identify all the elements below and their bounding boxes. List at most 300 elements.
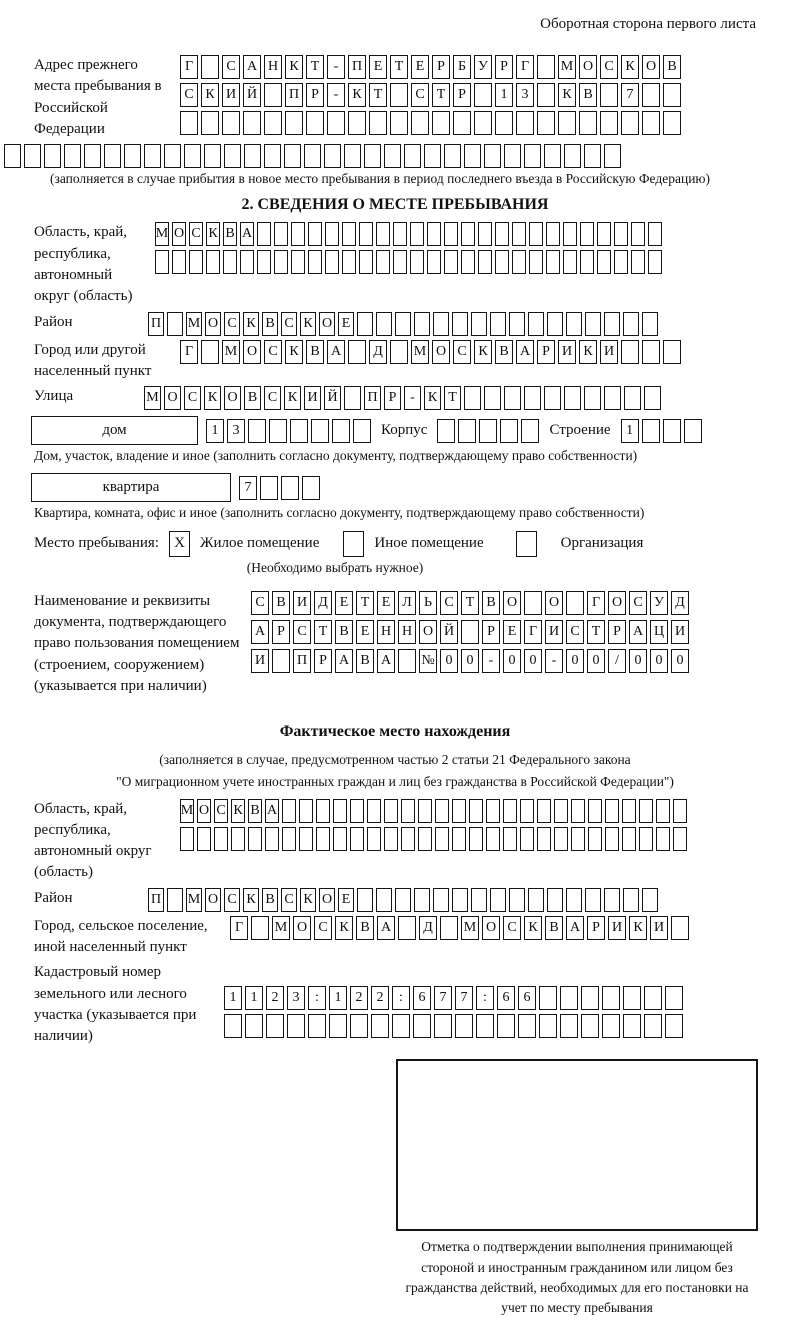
char-box[interactable] (393, 222, 407, 246)
char-box[interactable] (390, 111, 408, 135)
char-box[interactable] (452, 888, 468, 912)
char-box[interactable] (474, 111, 492, 135)
char-box[interactable] (274, 250, 288, 274)
char-box[interactable]: К (204, 386, 221, 410)
char-box[interactable] (350, 799, 364, 823)
char-box[interactable]: К (206, 222, 220, 246)
char-box[interactable] (656, 827, 670, 851)
char-box[interactable] (172, 250, 186, 274)
char-box[interactable]: О (197, 799, 211, 823)
char-box[interactable] (290, 419, 308, 443)
char-box[interactable] (404, 144, 421, 168)
char-box[interactable] (639, 827, 653, 851)
char-box[interactable] (251, 916, 269, 940)
char-box[interactable]: 7 (434, 986, 452, 1010)
char-box[interactable] (369, 111, 387, 135)
char-box[interactable]: С (453, 340, 471, 364)
char-box[interactable] (623, 312, 639, 336)
char-box[interactable] (325, 222, 339, 246)
char-box[interactable] (311, 419, 329, 443)
char-box[interactable] (478, 222, 492, 246)
char-box[interactable]: М (461, 916, 479, 940)
char-box[interactable] (639, 799, 653, 823)
char-box[interactable]: П (148, 888, 164, 912)
char-box[interactable] (427, 222, 441, 246)
inoe-checkbox[interactable] (343, 531, 364, 557)
char-box[interactable]: А (327, 340, 345, 364)
char-box[interactable] (585, 888, 601, 912)
char-box[interactable]: П (348, 55, 366, 79)
char-box[interactable] (327, 111, 345, 135)
char-box[interactable] (497, 1014, 515, 1038)
char-box[interactable] (671, 916, 689, 940)
char-box[interactable] (581, 986, 599, 1010)
char-box[interactable]: Ь (419, 591, 437, 615)
char-box[interactable] (521, 419, 539, 443)
char-box[interactable]: С (189, 222, 203, 246)
char-box[interactable]: № (419, 649, 437, 673)
char-box[interactable]: А (265, 799, 279, 823)
char-box[interactable] (155, 250, 169, 274)
char-box[interactable] (566, 888, 582, 912)
char-box[interactable] (393, 250, 407, 274)
char-box[interactable] (240, 250, 254, 274)
char-box[interactable]: Л (398, 591, 416, 615)
char-box[interactable]: Д (369, 340, 387, 364)
char-box[interactable]: Р (587, 916, 605, 940)
char-box[interactable] (566, 591, 584, 615)
char-box[interactable] (579, 111, 597, 135)
char-box[interactable] (308, 222, 322, 246)
char-box[interactable] (353, 419, 371, 443)
char-box[interactable] (529, 222, 543, 246)
char-box[interactable]: Н (264, 55, 282, 79)
char-box[interactable]: 0 (440, 649, 458, 673)
char-box[interactable] (418, 827, 432, 851)
char-box[interactable] (333, 799, 347, 823)
char-box[interactable] (539, 1014, 557, 1038)
char-box[interactable]: 6 (413, 986, 431, 1010)
char-box[interactable] (528, 888, 544, 912)
char-box[interactable] (357, 312, 373, 336)
char-box[interactable] (604, 144, 621, 168)
char-box[interactable]: 2 (371, 986, 389, 1010)
char-box[interactable] (584, 386, 601, 410)
char-box[interactable] (287, 1014, 305, 1038)
char-box[interactable]: Р (432, 55, 450, 79)
char-box[interactable] (453, 111, 471, 135)
char-box[interactable] (484, 144, 501, 168)
char-box[interactable] (260, 476, 278, 500)
char-box[interactable] (452, 799, 466, 823)
char-box[interactable] (433, 888, 449, 912)
char-box[interactable] (642, 83, 660, 107)
char-box[interactable] (84, 144, 101, 168)
char-box[interactable] (564, 386, 581, 410)
char-box[interactable]: А (377, 916, 395, 940)
char-box[interactable] (614, 250, 628, 274)
char-box[interactable] (390, 340, 408, 364)
char-box[interactable]: П (285, 83, 303, 107)
char-box[interactable] (471, 312, 487, 336)
char-box[interactable]: 0 (503, 649, 521, 673)
char-box[interactable]: К (335, 916, 353, 940)
char-box[interactable] (332, 419, 350, 443)
char-box[interactable] (663, 340, 681, 364)
char-box[interactable] (433, 312, 449, 336)
char-box[interactable]: А (335, 649, 353, 673)
organizatsiya-checkbox[interactable] (516, 531, 537, 557)
char-box[interactable] (490, 312, 506, 336)
char-box[interactable] (264, 83, 282, 107)
char-box[interactable] (395, 312, 411, 336)
char-box[interactable]: С (411, 83, 429, 107)
char-box[interactable]: Р (537, 340, 555, 364)
char-box[interactable] (437, 419, 455, 443)
char-box[interactable]: К (300, 312, 316, 336)
char-box[interactable]: Р (453, 83, 471, 107)
char-box[interactable]: Т (314, 620, 332, 644)
char-box[interactable] (524, 591, 542, 615)
char-box[interactable] (584, 144, 601, 168)
char-box[interactable] (414, 888, 430, 912)
char-box[interactable]: К (201, 83, 219, 107)
char-box[interactable] (537, 799, 551, 823)
char-box[interactable] (376, 222, 390, 246)
char-box[interactable] (478, 250, 492, 274)
char-box[interactable] (544, 144, 561, 168)
char-box[interactable]: Б (453, 55, 471, 79)
char-box[interactable]: Й (440, 620, 458, 644)
char-box[interactable]: 0 (629, 649, 647, 673)
char-box[interactable]: Д (314, 591, 332, 615)
char-box[interactable] (197, 827, 211, 851)
char-box[interactable]: - (482, 649, 500, 673)
char-box[interactable]: И (293, 591, 311, 615)
char-box[interactable] (222, 111, 240, 135)
char-box[interactable]: В (356, 649, 374, 673)
char-box[interactable]: - (404, 386, 421, 410)
char-box[interactable]: Н (377, 620, 395, 644)
char-box[interactable] (269, 419, 287, 443)
char-box[interactable]: К (231, 799, 245, 823)
char-box[interactable]: Т (390, 55, 408, 79)
char-box[interactable] (665, 986, 683, 1010)
char-box[interactable] (644, 986, 662, 1010)
char-box[interactable] (605, 827, 619, 851)
char-box[interactable] (167, 888, 183, 912)
char-box[interactable] (184, 144, 201, 168)
char-box[interactable]: С (224, 312, 240, 336)
dom-type-box[interactable] (31, 416, 198, 445)
char-box[interactable]: О (503, 591, 521, 615)
char-box[interactable] (486, 827, 500, 851)
char-box[interactable]: О (642, 55, 660, 79)
char-box[interactable]: Р (272, 620, 290, 644)
char-box[interactable] (469, 827, 483, 851)
char-box[interactable] (434, 1014, 452, 1038)
char-box[interactable] (224, 1014, 242, 1038)
char-box[interactable] (435, 799, 449, 823)
char-box[interactable]: К (474, 340, 492, 364)
char-box[interactable] (504, 144, 521, 168)
char-box[interactable]: В (495, 340, 513, 364)
char-box[interactable]: К (285, 55, 303, 79)
char-box[interactable]: Т (306, 55, 324, 79)
char-box[interactable]: К (621, 55, 639, 79)
char-box[interactable] (414, 312, 430, 336)
char-box[interactable]: А (566, 916, 584, 940)
char-box[interactable] (495, 250, 509, 274)
char-box[interactable] (350, 1014, 368, 1038)
char-box[interactable]: В (335, 620, 353, 644)
char-box[interactable] (512, 250, 526, 274)
char-box[interactable]: С (600, 55, 618, 79)
char-box[interactable] (571, 827, 585, 851)
char-box[interactable] (264, 144, 281, 168)
char-box[interactable]: Г (180, 55, 198, 79)
char-box[interactable]: С (222, 55, 240, 79)
char-box[interactable] (602, 986, 620, 1010)
char-box[interactable] (500, 419, 518, 443)
char-box[interactable] (512, 222, 526, 246)
char-box[interactable] (304, 144, 321, 168)
char-box[interactable]: П (364, 386, 381, 410)
char-box[interactable]: У (474, 55, 492, 79)
char-box[interactable]: М (144, 386, 161, 410)
char-box[interactable] (621, 111, 639, 135)
char-box[interactable]: М (411, 340, 429, 364)
char-box[interactable] (524, 144, 541, 168)
char-box[interactable]: 0 (671, 649, 689, 673)
char-box[interactable]: 1 (224, 986, 242, 1010)
char-box[interactable]: Й (243, 83, 261, 107)
char-box[interactable] (564, 144, 581, 168)
char-box[interactable]: П (148, 312, 164, 336)
char-box[interactable] (503, 799, 517, 823)
char-box[interactable] (452, 827, 466, 851)
char-box[interactable] (64, 144, 81, 168)
char-box[interactable]: - (327, 55, 345, 79)
char-box[interactable]: Р (314, 649, 332, 673)
char-box[interactable] (537, 83, 555, 107)
char-box[interactable] (665, 1014, 683, 1038)
char-box[interactable]: С (503, 916, 521, 940)
char-box[interactable]: Ц (650, 620, 668, 644)
char-box[interactable] (384, 144, 401, 168)
char-box[interactable] (257, 222, 271, 246)
char-box[interactable] (264, 111, 282, 135)
char-box[interactable] (469, 799, 483, 823)
char-box[interactable]: Р (495, 55, 513, 79)
char-box[interactable] (588, 799, 602, 823)
char-box[interactable] (274, 222, 288, 246)
char-box[interactable]: С (293, 620, 311, 644)
char-box[interactable]: К (285, 340, 303, 364)
char-box[interactable] (164, 144, 181, 168)
char-box[interactable] (180, 827, 194, 851)
char-box[interactable] (621, 340, 639, 364)
char-box[interactable] (495, 222, 509, 246)
char-box[interactable] (367, 827, 381, 851)
char-box[interactable] (673, 799, 687, 823)
char-box[interactable]: Е (335, 591, 353, 615)
char-box[interactable]: В (482, 591, 500, 615)
char-box[interactable]: О (205, 888, 221, 912)
char-box[interactable]: Н (398, 620, 416, 644)
char-box[interactable] (684, 419, 702, 443)
char-box[interactable]: М (272, 916, 290, 940)
char-box[interactable]: С (440, 591, 458, 615)
char-box[interactable] (206, 250, 220, 274)
char-box[interactable] (299, 827, 313, 851)
char-box[interactable] (308, 1014, 326, 1038)
char-box[interactable] (604, 312, 620, 336)
char-box[interactable]: 1 (621, 419, 639, 443)
char-box[interactable]: В (272, 591, 290, 615)
char-box[interactable]: А (251, 620, 269, 644)
char-box[interactable]: О (164, 386, 181, 410)
char-box[interactable]: Г (180, 340, 198, 364)
char-box[interactable] (648, 250, 662, 274)
char-box[interactable] (614, 222, 628, 246)
char-box[interactable] (444, 250, 458, 274)
char-box[interactable] (623, 888, 639, 912)
char-box[interactable] (24, 144, 41, 168)
char-box[interactable] (560, 986, 578, 1010)
char-box[interactable] (104, 144, 121, 168)
char-box[interactable] (464, 386, 481, 410)
char-box[interactable]: О (224, 386, 241, 410)
char-box[interactable] (554, 799, 568, 823)
char-box[interactable] (418, 799, 432, 823)
char-box[interactable] (581, 1014, 599, 1038)
char-box[interactable] (201, 340, 219, 364)
char-box[interactable] (384, 827, 398, 851)
char-box[interactable]: М (222, 340, 240, 364)
char-box[interactable] (180, 111, 198, 135)
char-box[interactable] (597, 222, 611, 246)
char-box[interactable] (631, 250, 645, 274)
char-box[interactable]: О (319, 888, 335, 912)
char-box[interactable] (547, 888, 563, 912)
char-box[interactable]: И (650, 916, 668, 940)
char-box[interactable]: О (432, 340, 450, 364)
char-box[interactable]: С (251, 591, 269, 615)
char-box[interactable] (435, 827, 449, 851)
char-box[interactable] (285, 111, 303, 135)
char-box[interactable] (509, 312, 525, 336)
char-box[interactable] (440, 916, 458, 940)
char-box[interactable]: К (424, 386, 441, 410)
char-box[interactable] (623, 986, 641, 1010)
char-box[interactable]: В (223, 222, 237, 246)
char-box[interactable] (316, 827, 330, 851)
char-box[interactable]: 2 (266, 986, 284, 1010)
char-box[interactable]: И (251, 649, 269, 673)
char-box[interactable] (291, 250, 305, 274)
char-box[interactable]: К (243, 312, 259, 336)
char-box[interactable] (424, 144, 441, 168)
char-box[interactable]: В (356, 916, 374, 940)
char-box[interactable]: 3 (227, 419, 245, 443)
char-box[interactable] (642, 312, 658, 336)
char-box[interactable]: О (205, 312, 221, 336)
char-box[interactable]: О (319, 312, 335, 336)
char-box[interactable] (350, 827, 364, 851)
char-box[interactable] (395, 888, 411, 912)
char-box[interactable]: Е (503, 620, 521, 644)
char-box[interactable] (167, 312, 183, 336)
char-box[interactable]: 3 (516, 83, 534, 107)
char-box[interactable] (364, 144, 381, 168)
char-box[interactable]: О (419, 620, 437, 644)
char-box[interactable]: С (264, 340, 282, 364)
char-box[interactable]: В (306, 340, 324, 364)
char-box[interactable] (602, 1014, 620, 1038)
char-box[interactable] (376, 888, 392, 912)
char-box[interactable] (284, 144, 301, 168)
char-box[interactable]: Т (461, 591, 479, 615)
stamp-area[interactable] (396, 1059, 758, 1231)
char-box[interactable] (224, 144, 241, 168)
char-box[interactable] (398, 916, 416, 940)
char-box[interactable]: В (248, 799, 262, 823)
char-box[interactable]: Т (432, 83, 450, 107)
char-box[interactable]: 0 (566, 649, 584, 673)
char-box[interactable]: У (650, 591, 668, 615)
char-box[interactable] (401, 827, 415, 851)
char-box[interactable]: Г (516, 55, 534, 79)
char-box[interactable] (223, 250, 237, 274)
char-box[interactable]: О (172, 222, 186, 246)
char-box[interactable] (544, 386, 561, 410)
char-box[interactable]: 7 (621, 83, 639, 107)
char-box[interactable] (547, 312, 563, 336)
char-box[interactable] (455, 1014, 473, 1038)
char-box[interactable]: В (244, 386, 261, 410)
char-box[interactable]: 0 (587, 649, 605, 673)
char-box[interactable] (299, 799, 313, 823)
char-box[interactable] (189, 250, 203, 274)
char-box[interactable]: 1 (206, 419, 224, 443)
char-box[interactable] (427, 250, 441, 274)
char-box[interactable] (604, 386, 621, 410)
char-box[interactable] (244, 144, 261, 168)
char-box[interactable] (484, 386, 501, 410)
char-box[interactable] (302, 476, 320, 500)
char-box[interactable] (495, 111, 513, 135)
char-box[interactable] (537, 827, 551, 851)
char-box[interactable] (571, 799, 585, 823)
char-box[interactable]: О (579, 55, 597, 79)
char-box[interactable] (348, 111, 366, 135)
char-box[interactable]: О (243, 340, 261, 364)
char-box[interactable] (324, 144, 341, 168)
char-box[interactable] (503, 827, 517, 851)
char-box[interactable]: М (186, 312, 202, 336)
char-box[interactable] (642, 419, 660, 443)
char-box[interactable] (631, 222, 645, 246)
char-box[interactable] (306, 111, 324, 135)
char-box[interactable]: Р (306, 83, 324, 107)
char-box[interactable]: - (545, 649, 563, 673)
char-box[interactable]: Е (369, 55, 387, 79)
char-box[interactable]: В (579, 83, 597, 107)
char-box[interactable]: И (600, 340, 618, 364)
char-box[interactable]: Г (230, 916, 248, 940)
char-box[interactable]: 2 (350, 986, 368, 1010)
